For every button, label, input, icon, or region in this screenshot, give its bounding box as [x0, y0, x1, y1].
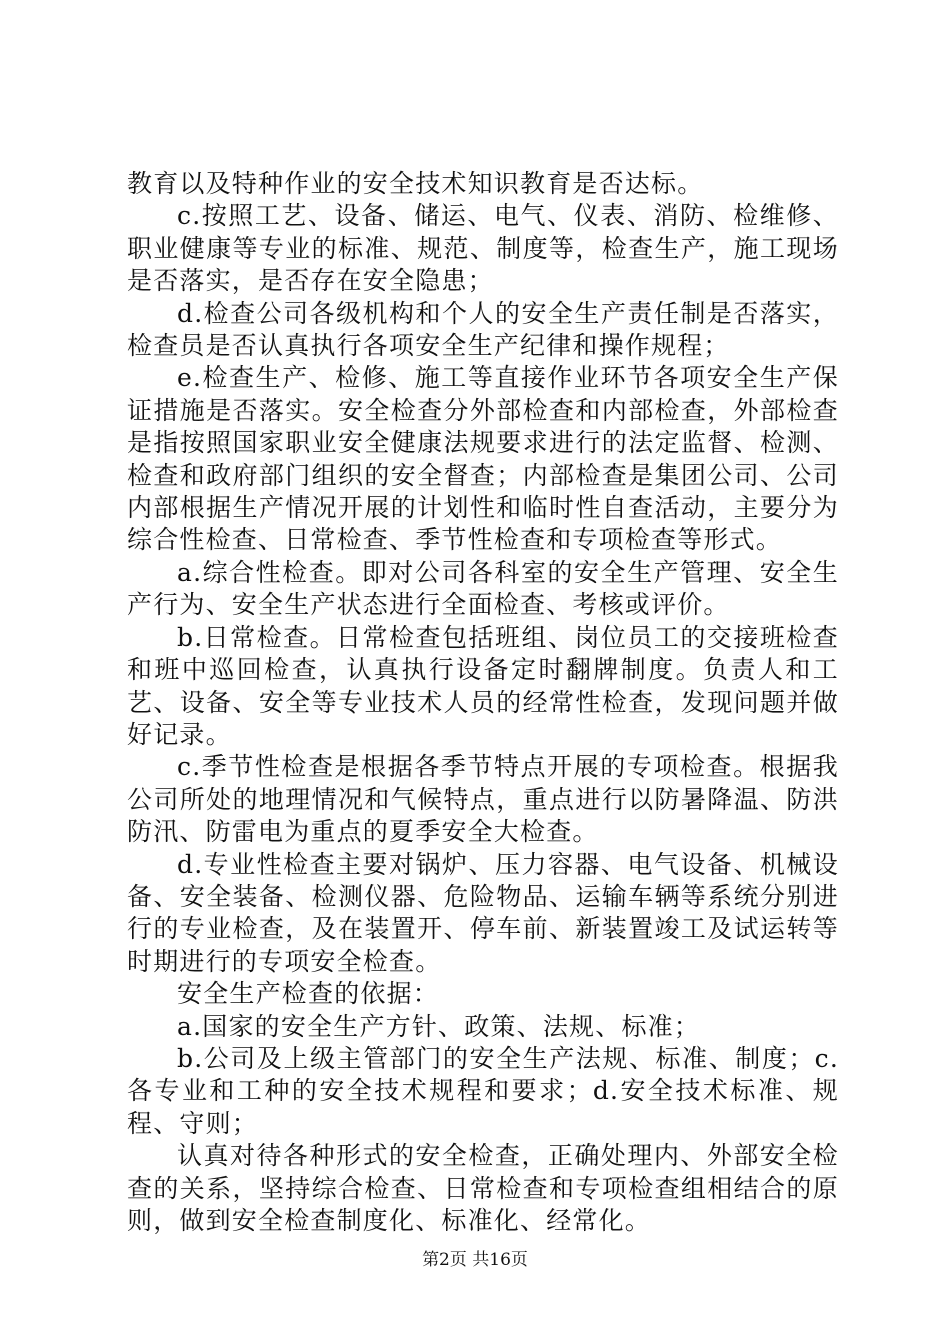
- paragraph-8: d.专业性检查主要对锅炉、压力容器、电气设备、机械设备、安全装备、检测仪器、危险物品、运输车辆等系统分别进行的专业检查，及在装置开、停车前、新装置竣工及试运转等时期进行的专项安全检查。: [127, 849, 839, 976]
- paragraph-12: 认真对待各种形式的安全检查，正确处理内、外部安全检查的关系，坚持综合检查、日常检查和专项检查组相结合的原则，做到安全检查制度化、标准化、经常化。: [127, 1141, 839, 1235]
- document-body: [127, 168, 839, 1237]
- paragraph-4: e.检查生产、检修、施工等直接作业环节各项安全生产保证措施是否落实。安全检查分外部检查和内部检查，外部检查是指按照国家职业安全健康法规要求进行的法定监督、检测、检查和政府部门组织的安全督查；内部检查是集团公司、公司内部根据生产情况开展的计划性和临时性自查活动，主要分为综合性检查、日常检查、季节性检查和专项检查等形式。: [127, 363, 839, 555]
- paragraph-6: b.日常检查。日常检查包括班组、岗位员工的交接班检查和班中巡回检查，认真执行设备定时翻牌制度。负责人和工艺、设备、安全等专业技术人员的经常性检查，发现问题并做好记录。: [127, 622, 839, 749]
- paragraph-7: c.季节性检查是根据各季节特点开展的专项检查。根据我公司所处的地理情况和气候特点，重点进行以防暑降温、防洪防汛、防雷电为重点的夏季安全大检查。: [127, 752, 839, 847]
- paragraph-5: a.综合性检查。即对公司各科室的安全生产管理、安全生产行为、安全生产状态进行全面检查、考核或评价。: [127, 557, 839, 620]
- paragraph-3: d.检查公司各级机构和个人的安全生产责任制是否落实，检查员是否认真执行各项安全生产纪律和操作规程；: [127, 298, 839, 361]
- page-footer: [0, 1245, 950, 1270]
- paragraph-1: 教育以及特种作业的安全技术知识教育是否达标。: [127, 169, 704, 198]
- paragraph-10: a.国家的安全生产方针、政策、法规、标准；: [177, 1011, 701, 1041]
- paragraph-2: c.按照工艺、设备、储运、电气、仪表、消防、检维修、职业健康等专业的标准、规范、制度等，检查生产，施工现场是否落实，是否存在安全隐患；: [127, 201, 839, 296]
- paragraph-9: 安全生产检查的依据：: [177, 979, 440, 1009]
- paragraph-11: b.公司及上级主管部门的安全生产法规、标准、制度；c.各专业和工种的安全技术规程和要求；d.安全技术标准、规程、守则；: [127, 1043, 839, 1138]
- page-number-label: 第2页 共16页: [422, 1250, 528, 1270]
